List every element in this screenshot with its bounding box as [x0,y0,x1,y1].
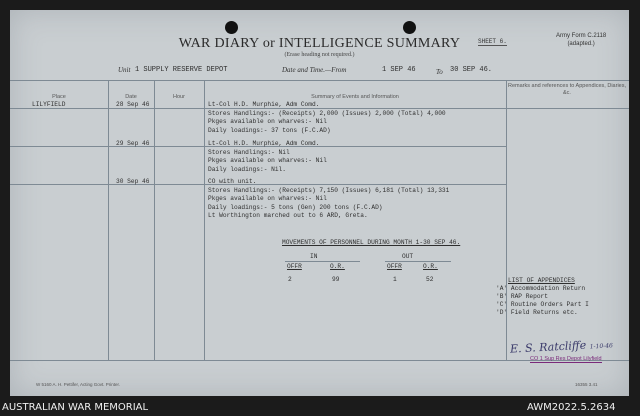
punch-hole [225,21,238,34]
movements-out-offr: 1 [393,276,397,283]
movements-title: MOVEMENTS OF PERSONNEL DURING MONTH 1-30 SEP 46. [282,239,461,246]
entry-date: 28 Sep 46 [116,101,150,108]
col-head-summary: Summary of Events and Information [311,94,399,100]
signature-date: 1-10-46 [589,342,614,351]
appendix-item: 'D' Field Returns etc. [496,309,578,316]
entry-line: Pkges available on wharves:- Nil [208,118,327,125]
diary-sheet [10,10,629,396]
col-head-remarks: Remarks and references to Appendices, Diaries, &c. [508,83,627,96]
entry-line: CO with unit. [208,178,257,185]
appendix-item: 'C' Routine Orders Part I [496,301,589,308]
army-form [556,32,606,48]
entry-date: 29 Sep 46 [116,140,150,147]
printer-footer: W 5160 A. H. Pettifer, Acting Govt. Printer. [36,382,121,387]
army-form-number: Army Form C.2118 [556,33,607,39]
movements-in-rule [285,261,360,262]
unit-label: Unit [118,66,131,74]
movements-out-rule [385,261,451,262]
movements-in-label: IN [310,253,318,260]
entry-line: Daily loadings:- Nil. [208,165,286,173]
movements-out-or-head: O.R. [423,263,438,270]
punch-hole [403,21,416,34]
entry-line: Lt-Col H.D. Murphie, Adm Comd. [208,140,320,147]
entry-line: Stores Handlings:- Nil [208,148,290,156]
column-divider [204,80,205,360]
page-title: WAR DIARY or INTELLIGENCE SUMMARY [178,36,461,51]
col-head-date: Date [125,94,137,100]
col-head-place: Place [52,94,66,100]
entry-line: Pkges available on wharves:- Nil [208,157,327,164]
date-from: 1 SEP 46 [382,66,416,74]
entry-line: Lt-Col H.D. Murphie, Adm Comd. [208,101,320,108]
column-divider [154,80,155,360]
movements-in-or-head: O.R. [330,263,345,270]
appendix-item: 'B' RAP Report [496,293,548,300]
signature [510,337,613,355]
army-form-sub: (adapted.) [567,41,595,47]
column-divider [506,80,507,360]
form-code-footer: 16355 3.41 [575,382,598,387]
entry-place: LILYFIELD [32,101,66,108]
signature-name: E. S. Ratcliffe [509,338,587,356]
column-divider [108,80,109,360]
archive-credit: AUSTRALIAN WAR MEMORIAL [2,402,149,413]
commanding-officer-stamp: CO 1 Sup Res Depot Lilyfield [530,356,602,362]
entry-line: Stores Handlings:- (Receipts) 7,150 (Issues) 6,181 (Total) 13,331 [208,186,450,194]
entry-line: Lt Worthington marched out to 6 ARD, Greta. [208,212,368,219]
date-to: 30 SEP 46. [450,66,493,74]
entry-line: Pkges available on wharves:- Nil [208,195,327,202]
movements-out-label: OUT [402,253,414,260]
entry-line: Daily loadings:- 37 tons (F.C.AD) [208,126,331,134]
appendix-item: 'A' Accommodation Return [496,285,586,292]
unit-value: 1 SUPPLY RESERVE DEPOT [135,66,228,74]
to-label: To [436,68,443,76]
movements-in-offr-head: OFFR [287,263,302,270]
page-subtitle: (Erase heading not required.) [284,52,355,58]
col-head-hour: Hour [173,94,185,100]
archive-reference: AWM2022.5.2634 [527,402,616,413]
entry-line: Daily loadings:- 5 tons (Gen) 200 tons (F.C.AD) [208,203,383,211]
movements-out-or: 52 [426,276,434,283]
header-rule [10,80,629,81]
entry-date: 30 Sep 46 [116,178,150,185]
movements-out-offr-head: OFFR [387,263,402,270]
appendices-title: LIST OF APPENDICES [508,277,575,284]
row-rule [10,184,506,185]
entry-line: Stores Handlings:- (Receipts) 2,000 (Issues) 2,000 (Total) 4,000 [208,109,446,117]
sheet-number: SHEET 6. [478,38,507,45]
date-label: Date and Time.—From [282,66,347,74]
movements-in-or: 99 [332,276,340,283]
movements-in-offr: 2 [288,276,292,283]
